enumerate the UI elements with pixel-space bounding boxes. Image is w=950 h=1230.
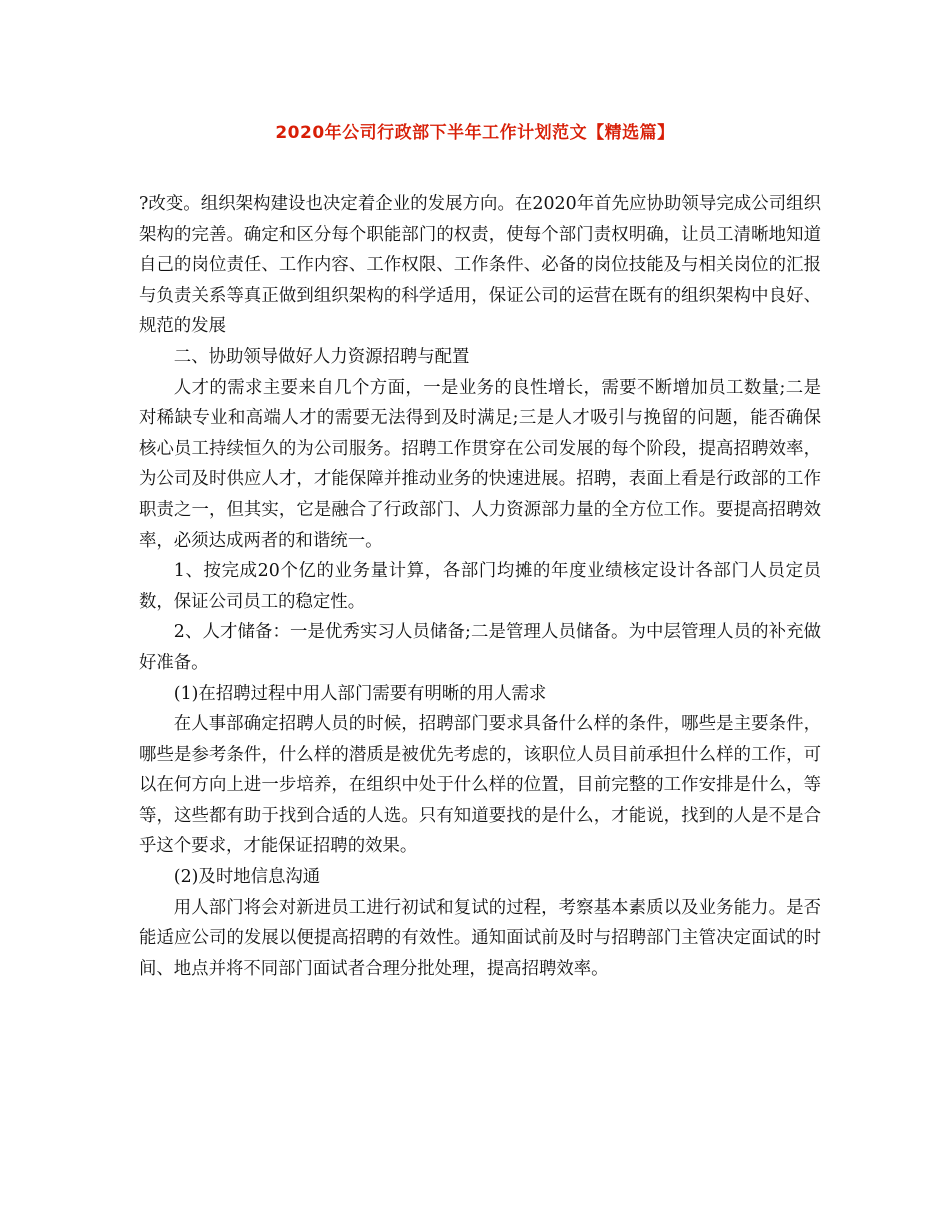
paragraph: 用人部门将会对新进员工进行初试和复试的过程，考察基本素质以及业务能力。是否能适应公司的发展以便提高招聘的有效性。通知面试前及时与招聘部门主管决定面试的时间、地点并将不同部门面试者合理分批处理，提高招聘效率。 xyxy=(139,897,821,979)
list-item: 2、人才储备：一是优秀实习人员储备;二是管理人员储备。为中层管理人员的补充做好准备。 xyxy=(139,622,821,673)
paragraph: ?改变。组织架构建设也决定着企业的发展方向。在2020年首先应协助领导完成公司组织架构的完善。确定和区分每个职能部门的权责，使每个部门责权明确，让员工清晰地知道自己的岗位责任、工作内容、工作权限、工作条件、必备的岗位技能及与相关岗位的汇报与负责关系等真正做到组织架构的科学适用，保证公司的运营在既有的组织架构中良好、规范的发展 xyxy=(139,194,821,337)
paragraph: 人才的需求主要来自几个方面，一是业务的良性增长，需要不断增加员工数量;二是对稀缺专业和高端人才的需要无法得到及时满足;三是人才吸引与挽留的问题，能否确保核心员工持续恒久的为公司服务。招聘工作贯穿在公司发展的每个阶段，提高招聘效率，为公司及时供应人才，才能保障并推动业务的快速进展。招聘，表面上看是行政部的工作职责之一，但其实，它是融合了行政部门、人力资源部力量的全方位工作。要提高招聘效率，必须达成两者的和谐统一。 xyxy=(139,377,821,551)
list-item: 1、按完成20个亿的业务量计算，各部门均摊的年度业绩核定设计各部门人员定员数，保证公司员工的稳定性。 xyxy=(139,561,821,612)
paragraph: 在人事部确定招聘人员的时候，招聘部门要求具备什么样的条件，哪些是主要条件，哪些是参考条件，什么样的潜质是被优先考虑的，该职位人员目前承担什么样的工作，可以在何方向上进一步培养，在组织中处于什么样的位置，目前完整的工作安排是什么，等等，这些都有助于找到合适的人选。只有知道要找的是什么，才能说，找到的人是不是合乎这个要求，才能保证招聘的效果。 xyxy=(139,714,821,857)
document-title: 2020年公司行政部下半年工作计划范文【精选篇】 xyxy=(275,123,675,143)
document-body xyxy=(139,189,821,984)
sub-heading: (1)在招聘过程中用人部门需要有明晰的用人需求 xyxy=(173,683,547,704)
section-heading: 二、协助领导做好人力资源招聘与配置 xyxy=(173,346,470,367)
sub-heading: (2)及时地信息沟通 xyxy=(173,867,321,888)
